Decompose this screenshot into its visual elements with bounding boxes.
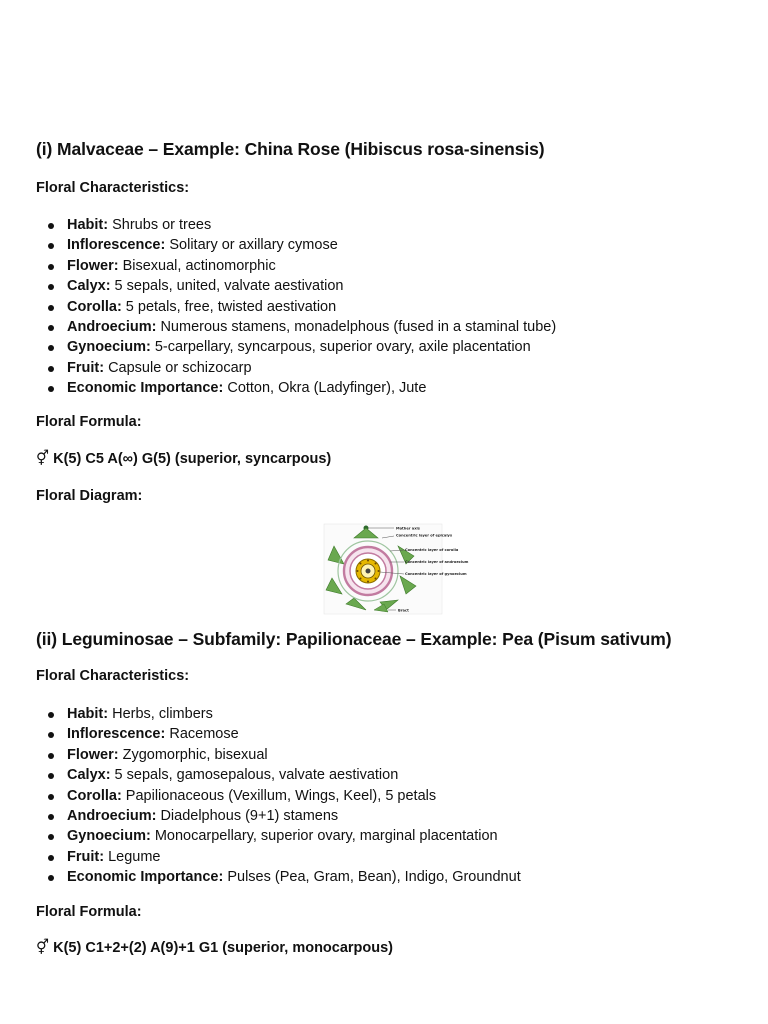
diagram-label-gynoecium: Concentric layer of gynoecium bbox=[405, 572, 467, 576]
section1-floral-formula: ⚥ K(5) C5 A(∞) G(5) (superior, syncarpous) bbox=[36, 451, 332, 467]
list-item: Gynoecium: 5-carpellary, syncarpous, superior ovary, axile placentation bbox=[36, 337, 736, 357]
list-item: Habit: Shrubs or trees bbox=[36, 215, 736, 235]
list-item: Economic Importance: Cotton, Okra (Ladyfinger), Jute bbox=[36, 378, 736, 398]
list-item: Economic Importance: Pulses (Pea, Gram, Bean), Indigo, Groundnut bbox=[36, 867, 736, 887]
list-item: Androecium: Diadelphous (9+1) stamens bbox=[36, 806, 736, 826]
list-item: Calyx: 5 sepals, united, valvate aestivation bbox=[36, 276, 736, 296]
diagram-label-bract: Bract bbox=[398, 608, 409, 613]
section1-characteristics-list bbox=[36, 215, 736, 399]
diagram-label-epicalyx: Concentric layer of epicalyx bbox=[396, 533, 453, 538]
section1-characteristics-label: Floral Characteristics: bbox=[36, 180, 190, 196]
list-item: Calyx: 5 sepals, gamosepalous, valvate aestivation bbox=[36, 765, 736, 785]
section1-diagram-label: Floral Diagram: bbox=[36, 488, 143, 504]
diagram-label-mother-axis: Mother axis bbox=[396, 526, 420, 531]
section1-formula-label: Floral Formula: bbox=[36, 414, 142, 430]
list-item: Androecium: Numerous stamens, monadelphous (fused in a staminal tube) bbox=[36, 317, 736, 337]
list-item: Flower: Zygomorphic, bisexual bbox=[36, 745, 736, 765]
section2-floral-formula: ⚥ K(5) C1+2+(2) A(9)+1 G1 (superior, monocarpous) bbox=[36, 940, 394, 956]
list-item: Inflorescence: Solitary or axillary cymose bbox=[36, 235, 736, 255]
floral-diagram bbox=[324, 524, 469, 614]
list-item: Fruit: Capsule or schizocarp bbox=[36, 358, 736, 378]
section2-formula-label: Floral Formula: bbox=[36, 904, 142, 920]
diagram-label-corolla: Concentric layer of corolla bbox=[405, 548, 459, 552]
list-item: Corolla: Papilionaceous (Vexillum, Wings, Keel), 5 petals bbox=[36, 786, 736, 806]
section2-characteristics-label: Floral Characteristics: bbox=[36, 668, 190, 684]
list-item: Flower: Bisexual, actinomorphic bbox=[36, 256, 736, 276]
section2-characteristics-list bbox=[36, 704, 736, 888]
list-item: Corolla: 5 petals, free, twisted aestivation bbox=[36, 297, 736, 317]
list-item: Inflorescence: Racemose bbox=[36, 724, 736, 744]
diagram-label-androecium: Concentric layer of androecium bbox=[405, 560, 469, 564]
list-item: Fruit: Legume bbox=[36, 847, 736, 867]
section2-title: (ii) Leguminosae – Subfamily: Papilionaceae – Example: Pea (Pisum sativum) bbox=[36, 629, 672, 649]
list-item: Gynoecium: Monocarpellary, superior ovary, marginal placentation bbox=[36, 826, 736, 846]
list-item: Habit: Herbs, climbers bbox=[36, 704, 736, 724]
floral-diagram-svg bbox=[324, 524, 469, 614]
section1-title: (i) Malvaceae – Example: China Rose (Hibiscus rosa-sinensis) bbox=[36, 139, 545, 159]
